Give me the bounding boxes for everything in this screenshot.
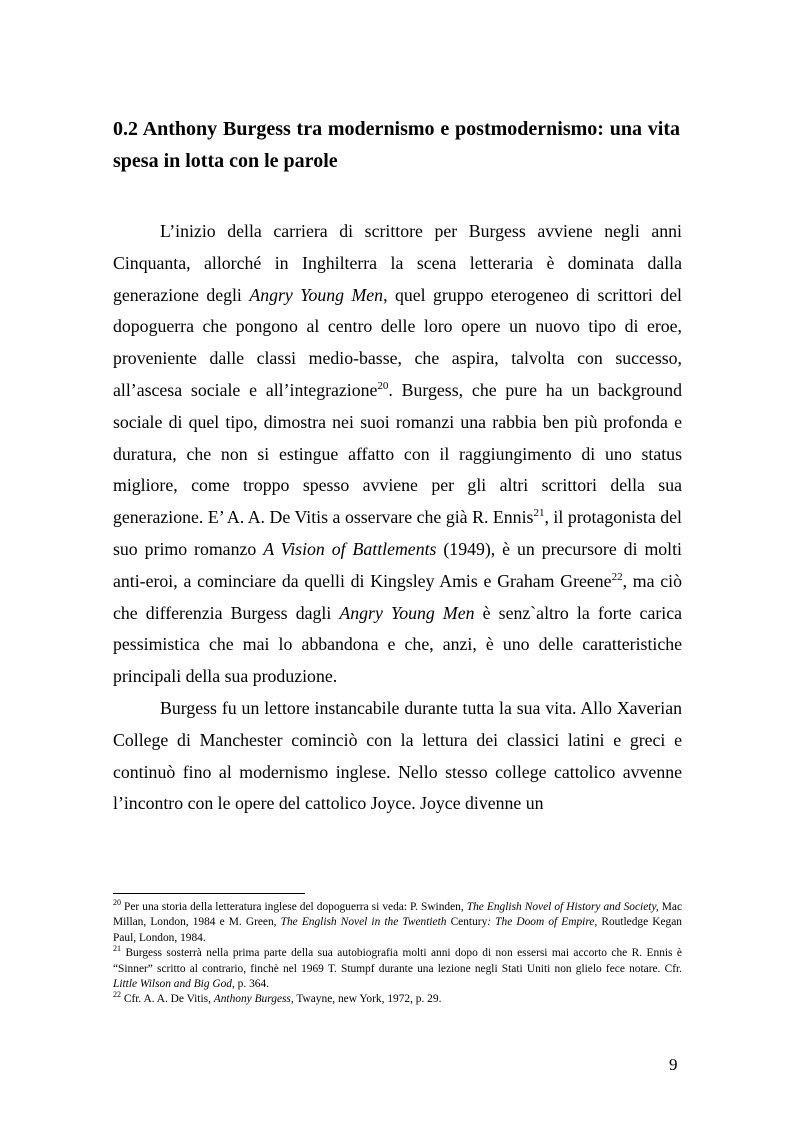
italic-title-vision-of-battlements: A Vision of Battlements (263, 538, 437, 559)
footnote-ref-21[interactable]: 21 (533, 507, 545, 520)
footnotes (113, 900, 682, 1008)
footnote-ref-22[interactable]: 22 (611, 570, 623, 583)
footnote-21: $^{21}$ Burgess sosterrà nella prima parte della sua autobiografia molti anni dopo di non essersi mai accorto che R. Ennis è “Sinner” scritto al contrario, finchè nel 1969 T. Stumpf durante una lezione negli Stati Uniti non glielo fece notare. Cfr. Little Wilson and Big God, p. 364. (113, 944, 682, 991)
footnote-22: $^{22}$ Cfr. A. A. De Vitis, Anthony Burgess, Twayne, new York, 1972, p. 29. (113, 990, 442, 1006)
italic-title-angry-young-men-2: Angry Young Men (339, 602, 475, 623)
footnote-ref-20[interactable]: 20 (377, 380, 389, 393)
section-heading: 0.2 Anthony Burgess tra modernismo e postmodernismo: una vita spesa in lotta con le parole (113, 118, 680, 172)
footnote-20: $^{20}$ Per una storia della letteratura inglese del dopoguerra si veda: P. Swinden, The English Novel of History and Society, Mac Millan, London, 1984 e M. Green, The English Novel in the Twentieth Century: The Doom of Empire, Routledge Kegan Paul, London, 1984. (113, 898, 683, 944)
paragraph-1: L’inizio della carriera di scrittore per Burgess avviene negli anni Cinquanta, allorché in Inghilterra la scena letteraria è dominata dalla generazione degli Angry Young Men, quel gruppo eterogeneo di scrittori del dopoguerra che pongono al centro delle loro opere un nuovo tipo di eroe, proveniente dalle classi medio-basse, che aspira, talvolta con successo, all’ascesa sociale e all’integrazione$^{20}$. Burgess, che pure ha un background sociale di quel tipo, dimostra nei suoi romanzi una rabbia ben più profonda e duratura, che non si estingue affatto con il raggiungimento di uno status migliore, come troppo spesso avviene per gli altri scrittori della sua generazione. E’ A. A. De Vitis a osservare che già R. Ennis$^{21}$, il protagonista del suo primo romanzo A Vision of Battlements (1949), è un precursore di molti anti-eroi, a cominciare da quelli di Kingsley Amis e Graham Greene$^{22}$, ma ciò che differenzia Burgess dagli Angry Young Men è senz`altro la forte carica pessimistica che mai lo abbandona e che, anzi, è uno delle caratteristiche principali della sua produzione. (113, 221, 682, 687)
footnote-separator (113, 893, 305, 894)
page-number: 9 (669, 1055, 678, 1074)
body-text (113, 216, 682, 820)
paragraph-2: Burgess fu un lettore instancabile durante tutta la sua vita. Allo Xaverian College di Manchester cominciò con la lettura dei classici latini e greci e continuò fino al modernismo inglese. Nello stesso college cattolico avvenne l’incontro con le opere del cattolico Joyce. Joyce divenne un (113, 697, 682, 814)
italic-title-angry-young-men: Angry Young Men (249, 284, 384, 305)
